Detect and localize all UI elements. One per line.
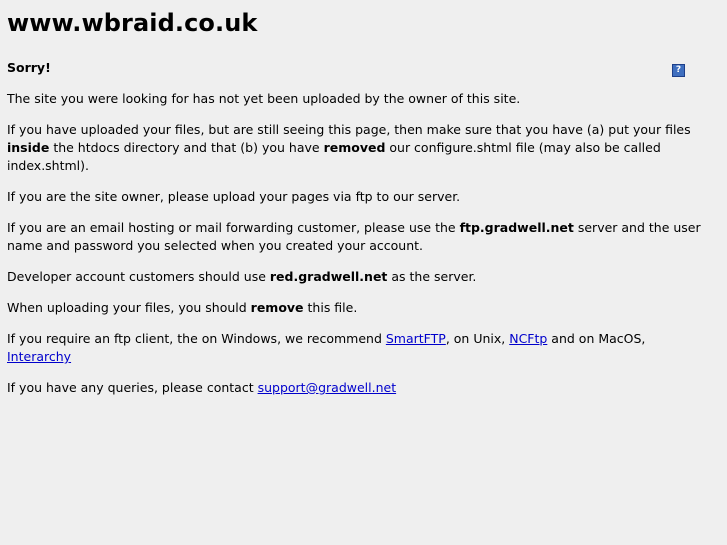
text: Developer account customers should use xyxy=(7,269,270,284)
help-icon[interactable]: ? xyxy=(672,64,685,77)
paragraph-developer-account xyxy=(7,268,707,286)
bold-ftp-server: ftp.gradwell.net xyxy=(459,220,574,235)
paragraph-ftp-client xyxy=(7,330,707,366)
paragraph-remove-file xyxy=(7,299,707,317)
text: , on Unix, xyxy=(445,331,510,346)
text: the htdocs directory and that (b) you have xyxy=(49,140,324,155)
text: If you have any queries, please contact xyxy=(7,380,258,395)
bold-red-server: red.gradwell.net xyxy=(269,269,388,284)
text: If you are an email hosting or mail forwarding customer, please use the xyxy=(7,220,460,235)
support-email-link[interactable]: support@gradwell.net xyxy=(257,380,397,395)
bold-inside: inside xyxy=(7,140,50,155)
paragraph-site-owner: If you are the site owner, please upload your pages via ftp to our server. xyxy=(7,189,461,204)
paragraph-not-uploaded: The site you were looking for has not yet been uploaded by the owner of this site. xyxy=(7,91,521,106)
bold-removed: removed xyxy=(323,140,386,155)
paragraph-email-hosting xyxy=(7,219,707,255)
text: server and the user name and password you selected when you created your account. xyxy=(7,220,701,253)
text: this file. xyxy=(303,300,358,315)
text: When uploading your files, you should xyxy=(7,300,251,315)
paragraph-queries xyxy=(7,379,707,397)
bold-remove: remove xyxy=(250,300,304,315)
smartftp-link[interactable]: SmartFTP xyxy=(385,331,446,346)
text: our configure.shtml file (may also be called index.shtml). xyxy=(7,140,661,173)
text: If you have uploaded your files, but are still seeing this page, then make sure that you have (a) put your files xyxy=(7,122,691,137)
site-heading: www.wbraid.co.uk xyxy=(7,9,258,37)
interarchy-link[interactable]: Interarchy xyxy=(7,349,72,364)
paragraph-uploaded-files xyxy=(7,121,707,175)
text: If you require an ftp client, the on Windows, we recommend xyxy=(7,331,386,346)
text: as the server. xyxy=(387,269,477,284)
ncftp-link[interactable]: NCFtp xyxy=(509,331,548,346)
sorry-heading: Sorry! xyxy=(7,60,51,75)
text: and on MacOS, xyxy=(547,331,646,346)
